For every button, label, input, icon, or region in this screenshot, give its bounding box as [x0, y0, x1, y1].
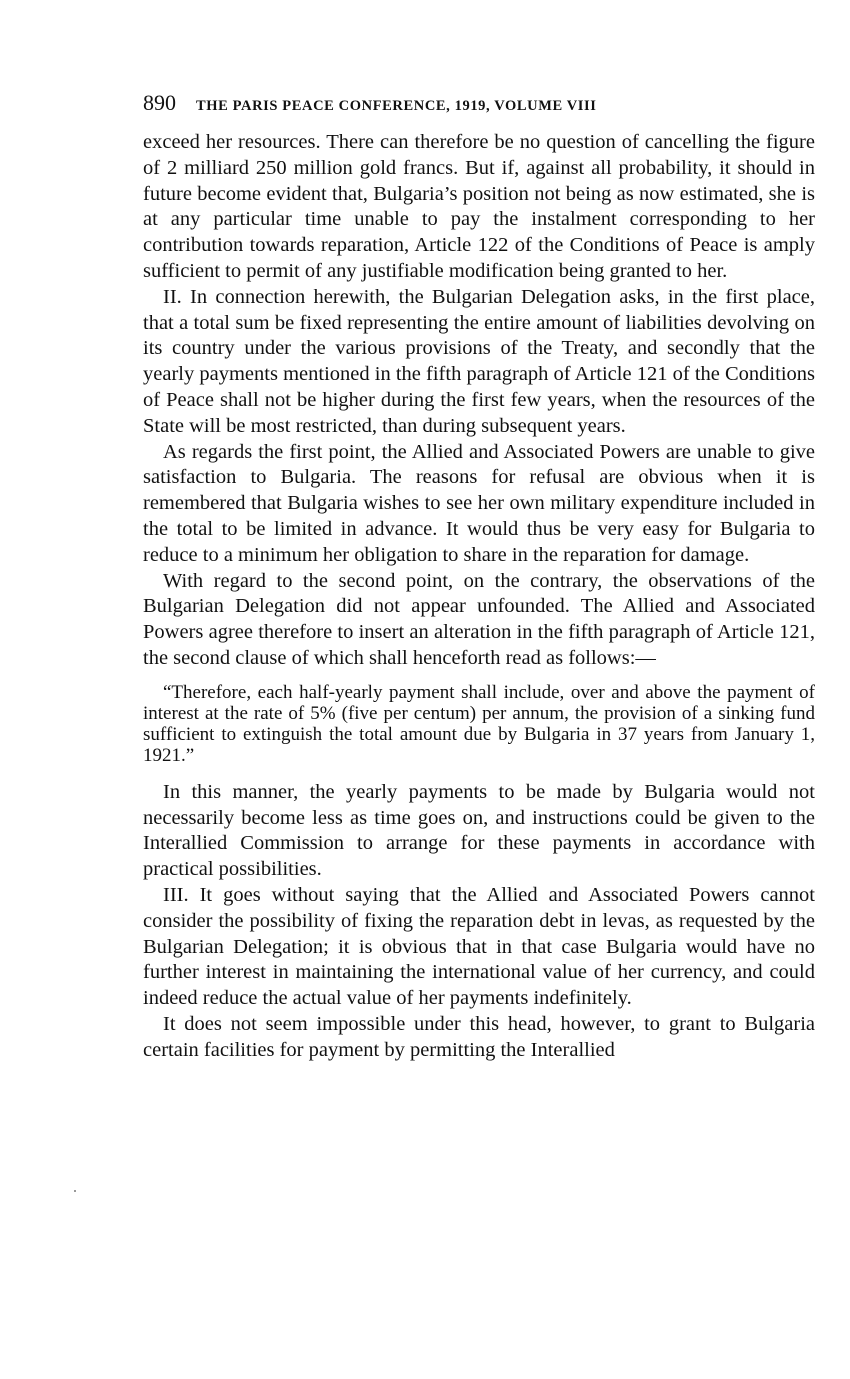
paragraph-section-iii: III. It goes without saying that the Allied and Associated Powers cannot consider the possibility of fixing the reparation debt in levas, as requested by the Bulgarian Delegation; it is obvious that in that case Bulgaria would have no further interest in maintaining the international value of her currency, and could indeed reduce the actual value of her payments indefinitely. — [143, 883, 815, 1010]
scan-speck — [74, 1190, 76, 1192]
paragraph-section-ii: II. In connection herewith, the Bulgarian Delegation asks, in the first place, that a total sum be fixed representing the entire amount of liabilities devolving on its country under the various provisions of the Treaty, and secondly that the yearly payments mentioned in the fifth paragraph of Article 121 of the Conditions of Peace shall not be higher during the first few years, when the resources of the State will be most restricted, than during subsequent years. — [143, 285, 815, 437]
document-page — [143, 90, 815, 1064]
page-header — [143, 90, 815, 122]
block-quote-article-121: “Therefore, each half-yearly payment shall include, over and above the payment of interest at the rate of 5% (five per centum) per annum, the provision of a sinking fund sufficient to extinguish the total amount due by Bulgaria in 37 years from January 1, 1921.” — [143, 681, 815, 766]
paragraph-facilities: It does not seem impossible under this head, however, to grant to Bulgaria certain facilities for payment by permitting the Interallied — [143, 1012, 815, 1061]
paragraph-second-point: With regard to the second point, on the contrary, the observations of the Bulgarian Delegation did not appear unfounded. The Allied and Associated Powers agree therefore to insert an alteration in the fifth paragraph of Article 121, the second clause of which shall henceforth read as follows:— — [143, 569, 815, 669]
paragraph-yearly-payments: In this manner, the yearly payments to be made by Bulgaria would not necessarily become less as time goes on, and instructions could be given to the Interallied Commission to arrange for these payments in accordance with practical possibilities. — [143, 780, 815, 881]
page-number: 890 — [143, 90, 176, 115]
paragraph-first-point: As regards the first point, the Allied and Associated Powers are unable to give satisfaction to Bulgaria. The reasons for refusal are obvious when it is remembered that Bulgaria wishes to see her own military expenditure included in the total to be limited in advance. It would thus be very easy for Bulgaria to reduce to a minimum her obligation to share in the reparation for damage. — [143, 440, 815, 566]
running-title: THE PARIS PEACE CONFERENCE, 1919, VOLUME VIII — [196, 98, 597, 114]
paragraph-continuation: exceed her resources. There can therefore be no question of cancelling the figure of 2 milliard 250 million gold francs. But if, against all probability, it should in future become evident that, Bulgaria’s position not being as now estimated, she is at any particular time unable to pay the instalment corresponding to her contribution towards reparation, Article 122 of the Conditions of Peace is amply sufficient to permit of any justifiable modification being granted to her. — [143, 131, 815, 282]
